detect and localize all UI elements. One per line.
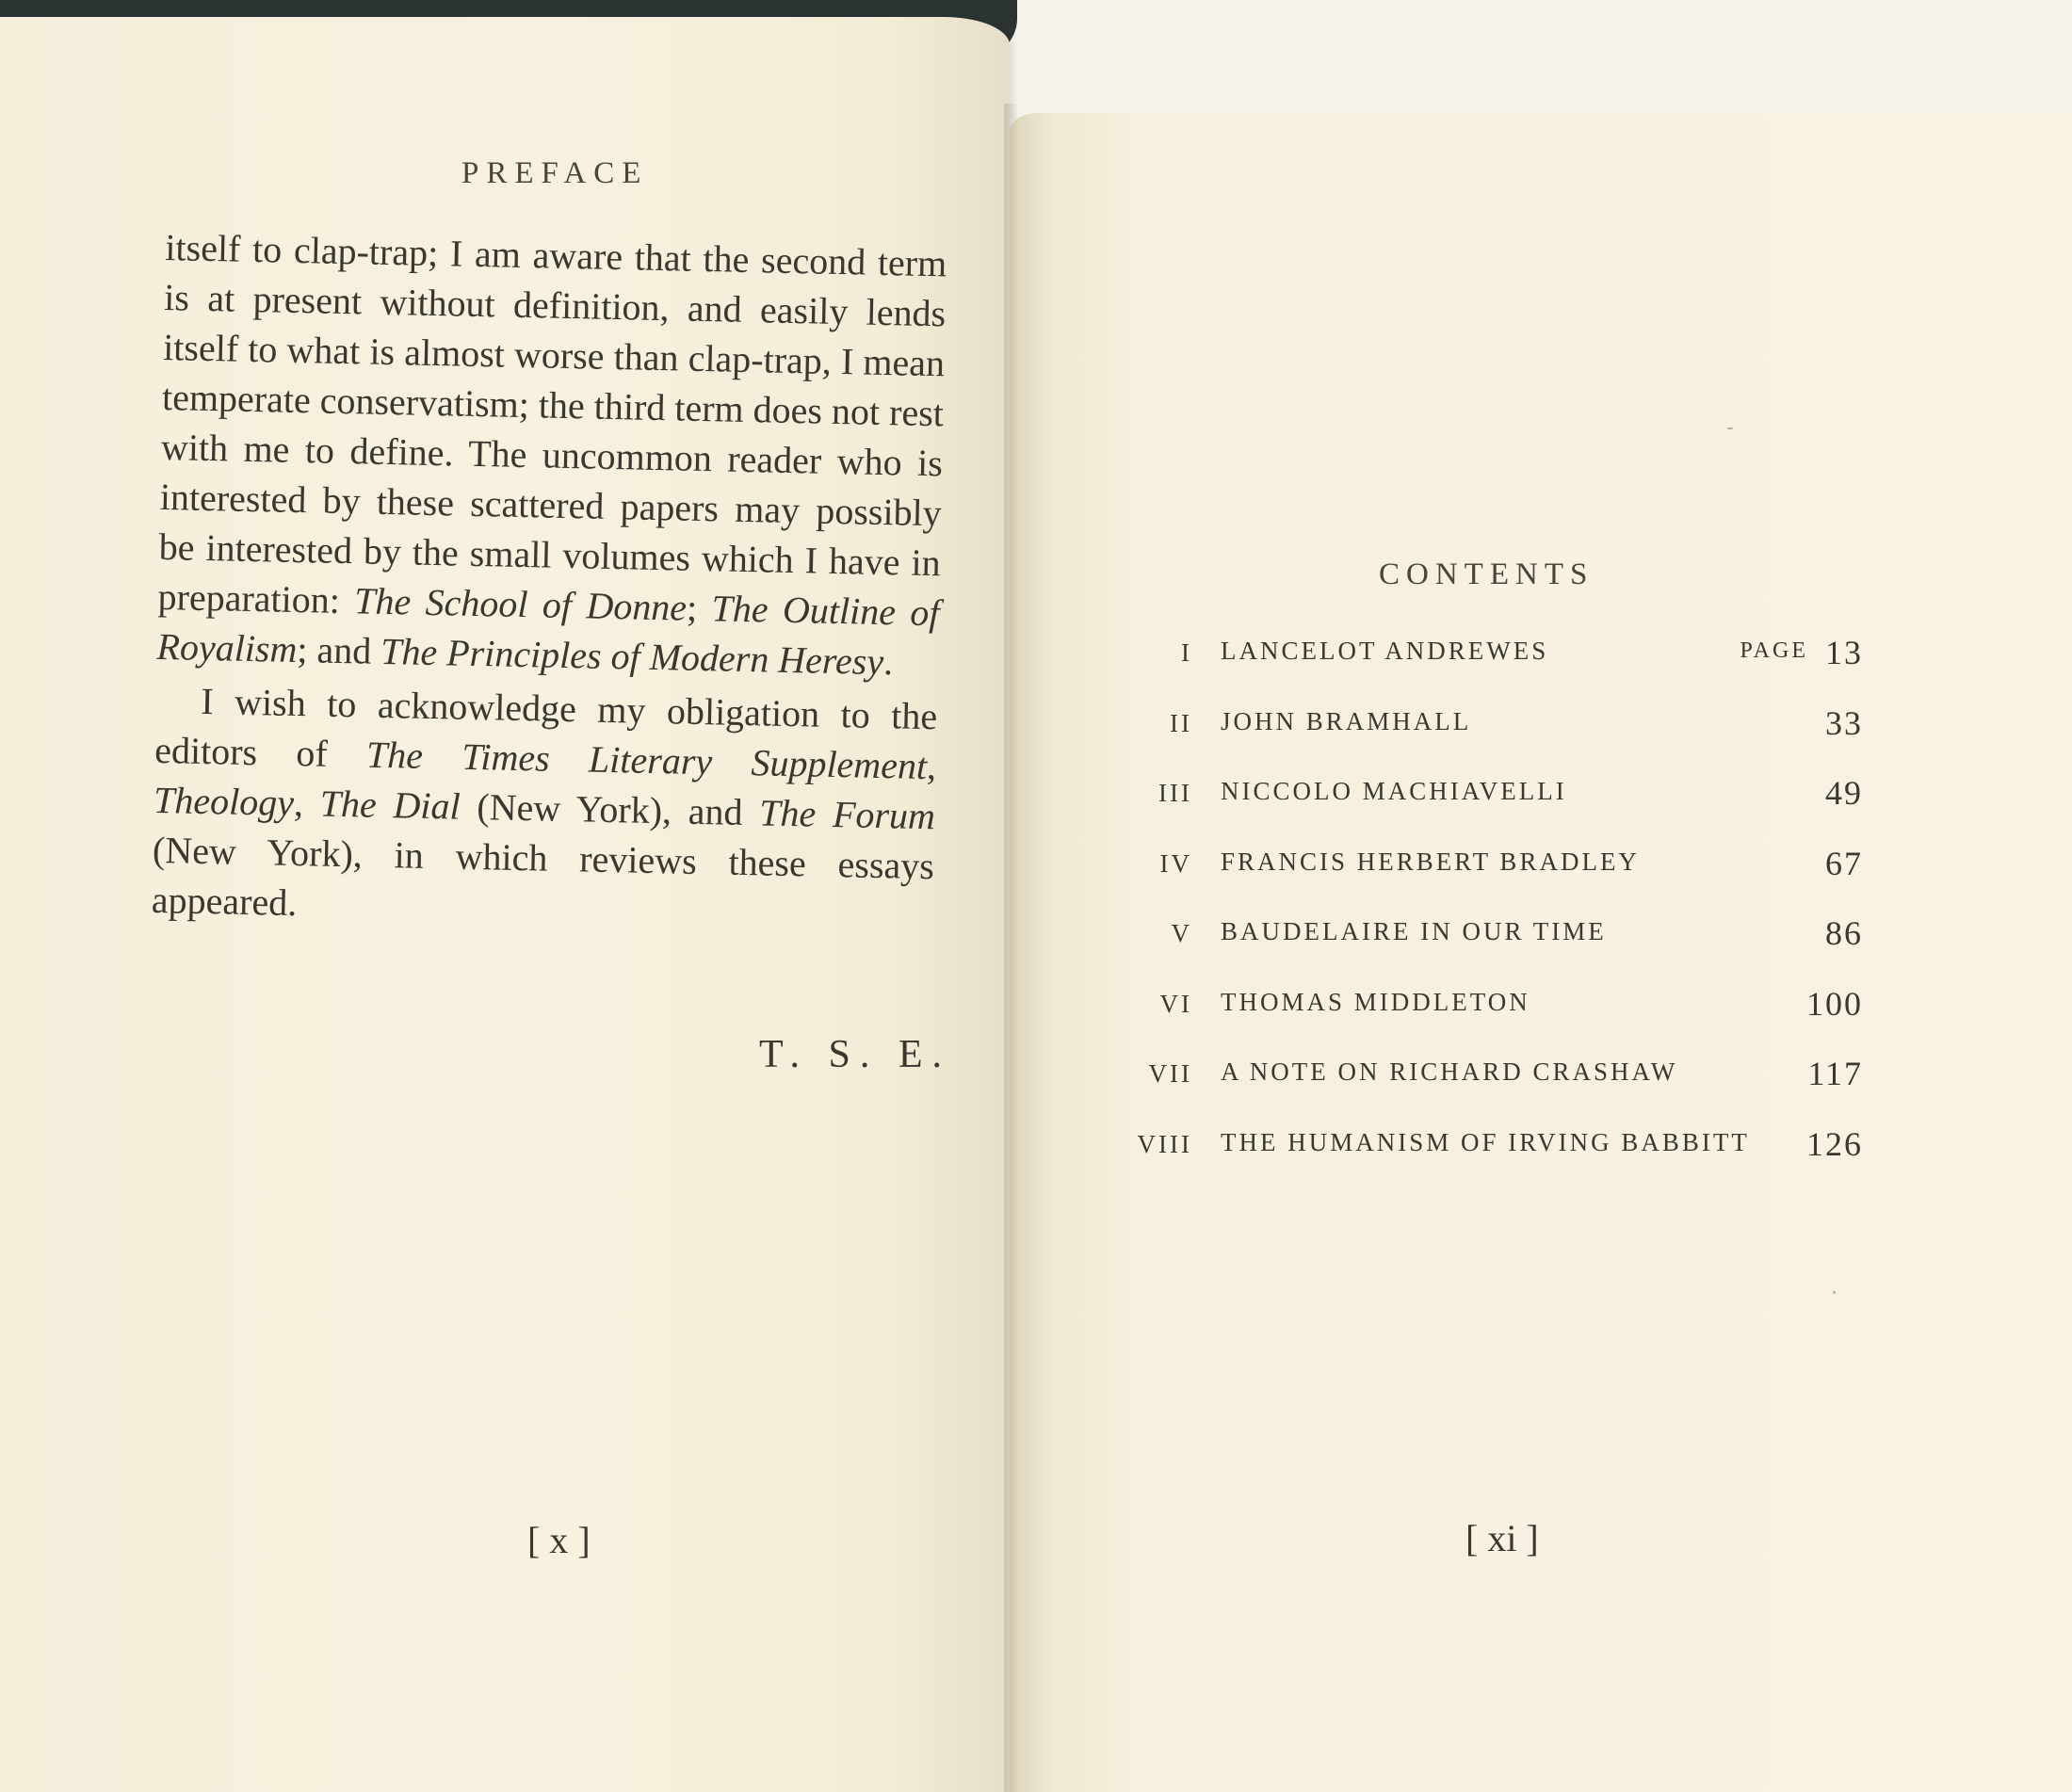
text-run: ;	[686, 586, 713, 630]
toc-chapter-title: LANCELOT ANDREWES	[1221, 637, 1549, 665]
page-number-left: [ x ]	[527, 1519, 591, 1561]
toc-chapter-title: THOMAS MIDDLETON	[1221, 987, 1530, 1016]
toc-page-number: 126	[1806, 1124, 1863, 1163]
table-of-contents	[1130, 629, 1884, 1190]
running-head: PREFACE	[461, 156, 649, 190]
contents-heading: CONTENTS	[1379, 557, 1594, 591]
preface-text	[151, 222, 947, 941]
toc-entry	[1130, 700, 1884, 770]
toc-page-number: 33	[1825, 703, 1863, 742]
text-run: (New York), in which reviews these essays appeared.	[151, 828, 935, 925]
toc-chapter-number: VII	[1148, 1059, 1192, 1088]
paper-speck	[1833, 1291, 1836, 1294]
book-gutter	[1004, 104, 1017, 1792]
italic-title: Theology	[153, 778, 295, 824]
toc-chapter-title: BAUDELAIRE IN OUR TIME	[1221, 917, 1607, 945]
toc-chapter-title: NICCOLO MACHIAVELLI	[1221, 777, 1567, 805]
text-run: ,	[926, 745, 937, 788]
toc-chapter-number: VI	[1159, 989, 1192, 1018]
paper-speck	[1727, 428, 1733, 429]
italic-title: The Dial	[319, 782, 461, 828]
toc-page-number: 100	[1806, 984, 1863, 1023]
toc-chapter-number: V	[1171, 919, 1192, 947]
text-run: (New York), and	[460, 784, 760, 834]
preface-paragraph-2	[151, 675, 937, 941]
toc-entry	[1130, 769, 1884, 840]
text-run: itself to clap-trap; I am aware that the second term is at present without definition, and easily lends itself to what is almost worse than clap-trap, I mean temperate conservatism; the third term does not rest with me to define. The uncommon reader who is interested by these scattered papers may possibly be interested by the small volumes which I have in preparation:	[157, 225, 947, 622]
toc-page-number: 117	[1807, 1055, 1863, 1092]
text-run: I wish to acknowledge my obligation to the editors of	[154, 679, 938, 776]
toc-chapter-number: II	[1170, 708, 1192, 737]
toc-entry	[1130, 1121, 1884, 1191]
preface-paragraph-1	[156, 222, 947, 687]
toc-page-number: 67	[1825, 844, 1863, 882]
toc-chapter-number: VIII	[1137, 1129, 1192, 1158]
toc-entry	[1130, 1050, 1884, 1121]
italic-title: The Principles of Modern Heresy	[380, 629, 884, 684]
toc-chapter-title: JOHN BRAMHALL	[1221, 706, 1472, 735]
toc-page-number: 49	[1825, 774, 1863, 812]
toc-entry	[1130, 980, 1884, 1051]
toc-chapter-title: FRANCIS HERBERT BRADLEY	[1221, 847, 1640, 876]
toc-entry	[1130, 629, 1884, 700]
toc-page-label: PAGE	[1740, 638, 1808, 663]
italic-title: The Outline of Royalism	[156, 587, 940, 671]
italic-title: The Times Literary Supplement	[365, 733, 928, 788]
toc-page-number: 86	[1825, 914, 1863, 952]
text-run: .	[882, 640, 894, 684]
toc-chapter-title: THE HUMANISM OF IRVING BABBITT	[1221, 1127, 1750, 1156]
author-initials: T. S. E.	[759, 1033, 952, 1076]
toc-chapter-number: III	[1158, 779, 1192, 807]
toc-chapter-title: A NOTE ON RICHARD CRASHAW	[1221, 1057, 1678, 1086]
toc-chapter-number: I	[1181, 638, 1192, 667]
toc-page-number: 13	[1825, 634, 1863, 671]
text-run: ; and	[296, 628, 381, 672]
page-number-right: [ xi ]	[1465, 1517, 1539, 1559]
toc-entry	[1130, 910, 1884, 980]
toc-chapter-number: IV	[1159, 848, 1192, 878]
italic-title: The School of Donne	[353, 579, 688, 629]
italic-title: The Forum	[758, 791, 936, 838]
text-run: ,	[293, 781, 321, 825]
toc-entry	[1130, 840, 1884, 911]
